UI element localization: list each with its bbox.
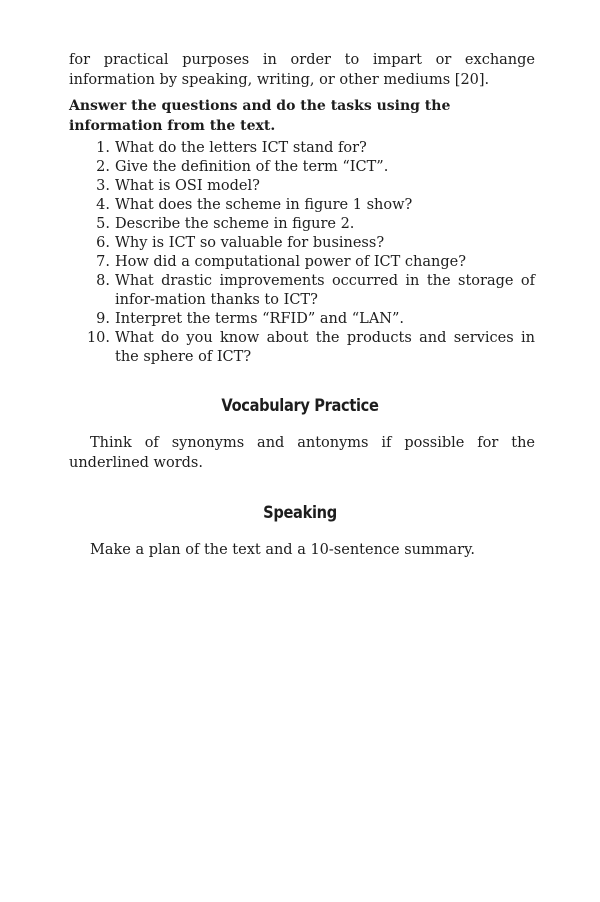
question-text: Interpret the terms “RFID” and “LAN”. (115, 311, 404, 327)
vocabulary-practice-heading: Vocabulary Practice (221, 396, 379, 416)
question-item (69, 177, 535, 196)
question-item (69, 329, 535, 367)
question-item (69, 310, 535, 329)
task-instruction: Answer the questions and do the tasks using the information from the text. (69, 98, 451, 134)
question-item (69, 215, 535, 234)
question-number: 7. (96, 254, 110, 270)
question-item (69, 253, 535, 272)
question-text: What do you know about the products and services in the sphere of ICT? (115, 330, 535, 365)
question-number: 2. (96, 159, 110, 175)
question-text: Why is ICT so valuable for business? (115, 235, 385, 251)
question-item (69, 158, 535, 177)
question-number: 3. (96, 178, 110, 194)
question-number: 5. (96, 216, 110, 232)
question-item (69, 234, 535, 253)
question-number: 4. (96, 197, 110, 213)
speaking-text: Make a plan of the text and a 10-sentence summary. (90, 542, 475, 558)
question-text: Give the definition of the term “ICT”. (115, 159, 389, 175)
question-number: 1. (96, 140, 110, 156)
speaking-heading: Speaking (263, 503, 337, 523)
question-text: What is OSI model? (115, 178, 260, 194)
vocabulary-practice-text: Think of synonyms and antonyms if possible for the underlined words. (69, 435, 535, 471)
question-text: What does the scheme in figure 1 show? (115, 197, 413, 213)
question-item (69, 272, 535, 310)
question-text: Describe the scheme in figure 2. (115, 216, 355, 232)
intro-paragraph: for practical purposes in order to impart or exchange information by speaking, writing, or other mediums [20]. (69, 52, 535, 88)
question-item (69, 139, 535, 158)
question-text: How did a computational power of ICT change? (115, 254, 467, 270)
question-number: 9. (96, 311, 110, 327)
question-text: What do the letters ICT stand for? (115, 140, 367, 156)
question-item (69, 196, 535, 215)
question-number: 6. (96, 235, 110, 251)
question-text: What drastic improvements occurred in the storage of infor-mation thanks to ICT? (115, 273, 535, 308)
question-number: 8. (96, 273, 110, 289)
question-list (69, 139, 535, 367)
question-number: 10. (86, 330, 110, 346)
